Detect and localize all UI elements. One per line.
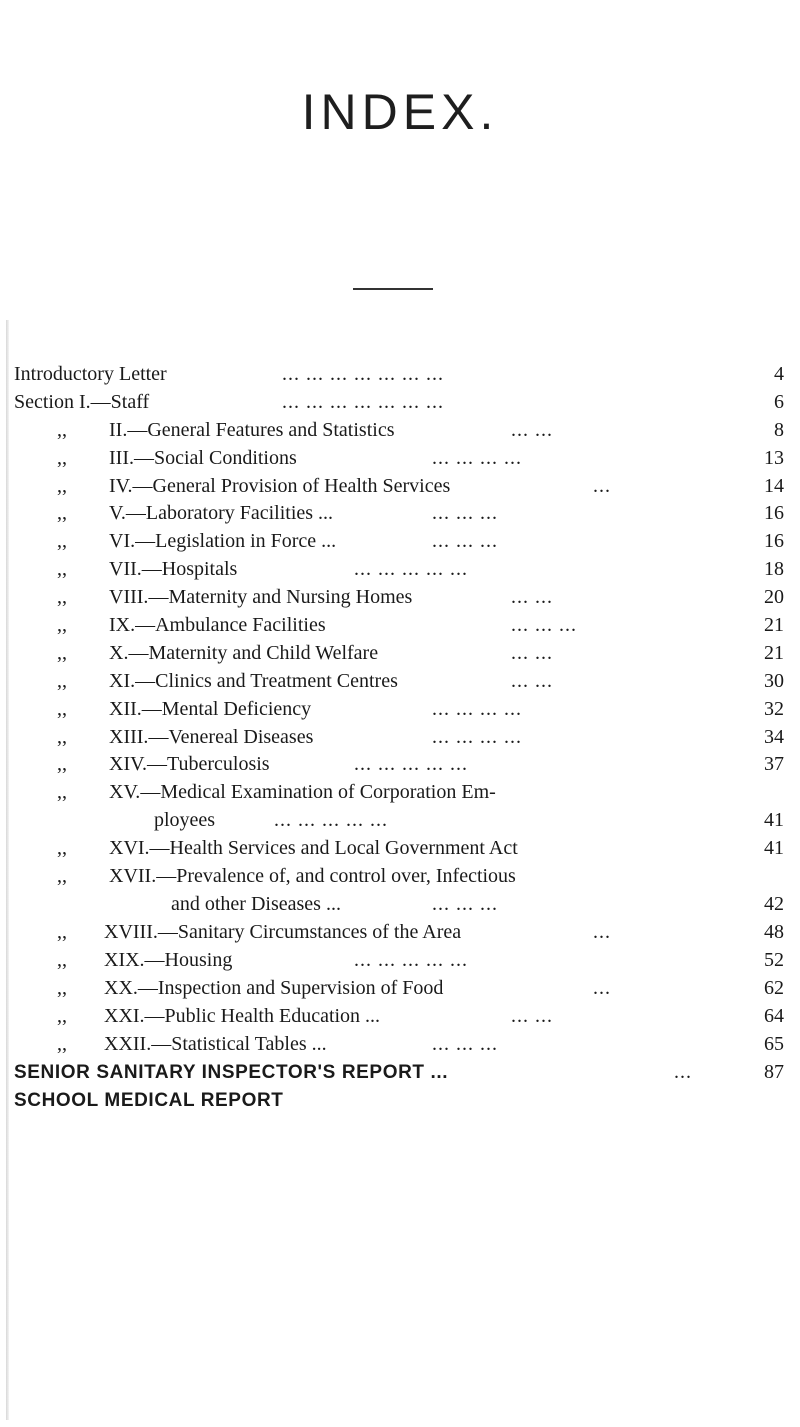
section-title: —Statistical Tables ... bbox=[151, 1032, 327, 1055]
entry-label: Section I.—Staff bbox=[14, 390, 150, 413]
ditto-mark: ,, bbox=[57, 558, 67, 581]
section-title: —Public Health Education ... bbox=[144, 1004, 381, 1027]
toc-entry-section-21[interactable] bbox=[14, 1003, 784, 1031]
section-numeral: XIX. bbox=[104, 949, 145, 972]
page-number: 42 bbox=[764, 893, 784, 916]
section-numeral: XIII. bbox=[109, 725, 149, 748]
section-numeral: VIII. bbox=[109, 586, 149, 609]
section-numeral: X. bbox=[109, 641, 129, 664]
page-title: INDEX. bbox=[301, 84, 499, 140]
section-numeral: VI. bbox=[109, 530, 136, 553]
toc-entry-school-medical-report[interactable] bbox=[14, 1087, 784, 1115]
entry-label: Introductory Letter bbox=[14, 363, 167, 385]
ditto-mark: ,, bbox=[57, 921, 67, 944]
page-number: 14 bbox=[764, 474, 784, 497]
section-numeral: XIV. bbox=[109, 753, 147, 776]
section-title: —Medical Examination of Corporation Em- bbox=[140, 781, 496, 804]
section-numeral: VII. bbox=[109, 558, 142, 581]
dot-leader: ... bbox=[674, 1060, 692, 1083]
toc-entry-section-4[interactable] bbox=[14, 473, 784, 501]
page-number: 65 bbox=[764, 1032, 784, 1055]
toc-entry-section-18[interactable] bbox=[14, 919, 784, 947]
dot-leader: ... ... ... ... ... ... ... bbox=[282, 363, 444, 385]
section-title: —General Features and Statistics bbox=[127, 418, 395, 441]
ditto-mark: ,, bbox=[57, 502, 67, 525]
ditto-mark: ,, bbox=[57, 753, 67, 776]
page-number: 37 bbox=[764, 753, 784, 776]
entry-label: SCHOOL MEDICAL REPORT bbox=[14, 1089, 284, 1111]
page-number: 4 bbox=[774, 363, 784, 385]
dot-leader: ... ... ... ... bbox=[432, 697, 522, 720]
ditto-mark: ,, bbox=[57, 474, 67, 497]
ditto-mark: ,, bbox=[57, 418, 67, 441]
page-number: 48 bbox=[764, 921, 784, 944]
dot-leader: ... ... bbox=[511, 669, 553, 692]
section-numeral: XXI. bbox=[104, 1004, 145, 1027]
section-numeral: XXII. bbox=[104, 1032, 152, 1055]
toc-entry-section-8[interactable] bbox=[14, 584, 784, 612]
section-numeral: XX. bbox=[104, 977, 138, 1000]
page-number: 8 bbox=[774, 418, 784, 441]
ditto-mark: ,, bbox=[57, 530, 67, 553]
page-number: 32 bbox=[764, 697, 784, 720]
section-numeral: XVIII. bbox=[104, 921, 158, 944]
dot-leader: ... bbox=[593, 921, 611, 944]
page-number: 34 bbox=[764, 725, 784, 748]
toc-entry-section-9[interactable] bbox=[14, 612, 784, 640]
page-number: 13 bbox=[764, 446, 784, 469]
toc-entry-section-6[interactable] bbox=[14, 528, 784, 556]
dot-leader: ... ... ... bbox=[511, 614, 577, 637]
dot-leader: ... ... bbox=[511, 1004, 553, 1027]
section-title-continuation: ployees bbox=[154, 809, 216, 832]
ditto-mark: ,, bbox=[57, 614, 67, 637]
toc-entry-section-20[interactable] bbox=[14, 975, 784, 1003]
section-numeral: XI. bbox=[109, 669, 136, 692]
toc-entry-section-22[interactable] bbox=[14, 1031, 784, 1059]
page-number: 20 bbox=[764, 586, 784, 609]
page-number: 52 bbox=[764, 949, 784, 972]
toc-entry-section-3[interactable] bbox=[14, 445, 784, 473]
toc-entry-section-13[interactable] bbox=[14, 724, 784, 752]
dot-leader: ... bbox=[593, 977, 611, 1000]
table-of-contents bbox=[14, 361, 784, 1114]
section-numeral: V. bbox=[109, 502, 126, 525]
toc-entry-section-19[interactable] bbox=[14, 947, 784, 975]
section-numeral: II. bbox=[109, 418, 128, 441]
toc-entry-section-14[interactable] bbox=[14, 751, 784, 779]
toc-entry-introductory-letter[interactable] bbox=[14, 361, 784, 389]
ditto-mark: ,, bbox=[57, 949, 67, 972]
dot-leader: ... ... ... bbox=[432, 502, 498, 525]
page-number: 21 bbox=[764, 614, 784, 637]
dot-leader: ... ... ... ... ... bbox=[354, 949, 468, 972]
ditto-mark: ,, bbox=[57, 1004, 67, 1027]
dot-leader: ... ... bbox=[511, 586, 553, 609]
ditto-mark: ,, bbox=[57, 669, 67, 692]
section-title: —Venereal Diseases bbox=[148, 725, 314, 748]
page-number: 16 bbox=[764, 502, 784, 525]
section-title-continuation: and other Diseases ... bbox=[171, 893, 341, 916]
dot-leader: ... ... ... ... ... ... ... bbox=[282, 390, 444, 413]
toc-entry-section-2[interactable] bbox=[14, 417, 784, 445]
section-title: —Legislation in Force ... bbox=[135, 530, 337, 553]
toc-entry-sanitary-inspector-report[interactable] bbox=[14, 1059, 784, 1087]
section-title: —Maternity and Child Welfare bbox=[128, 641, 379, 664]
dot-leader: ... ... ... ... ... bbox=[274, 809, 388, 832]
section-numeral: IX. bbox=[109, 614, 136, 637]
section-title: —Health Services and Local Government Act bbox=[149, 837, 518, 860]
title-divider bbox=[353, 288, 433, 290]
ditto-mark: ,, bbox=[57, 586, 67, 609]
dot-leader: ... ... ... ... ... bbox=[354, 753, 468, 776]
page-number: 62 bbox=[764, 977, 784, 1000]
toc-entry-section-11[interactable] bbox=[14, 668, 784, 696]
section-title: —Tuberculosis bbox=[146, 753, 270, 776]
section-title: —General Provision of Health Services bbox=[132, 474, 451, 497]
section-title: —Housing bbox=[144, 949, 233, 972]
section-numeral: XVII. bbox=[109, 865, 157, 888]
toc-entry-section-16[interactable] bbox=[14, 835, 784, 863]
dot-leader: ... ... bbox=[511, 418, 553, 441]
page-number: 41 bbox=[764, 837, 784, 860]
page-number: 64 bbox=[764, 1004, 784, 1027]
dot-leader: ... ... bbox=[511, 641, 553, 664]
page-number: 21 bbox=[764, 641, 784, 664]
dot-leader: ... ... ... bbox=[432, 1032, 498, 1055]
page-number: 16 bbox=[764, 530, 784, 553]
toc-entry-section-12[interactable] bbox=[14, 696, 784, 724]
ditto-mark: ,, bbox=[57, 446, 67, 469]
section-title: —Inspection and Supervision of Food bbox=[137, 977, 444, 1000]
dot-leader: ... ... ... ... ... bbox=[354, 558, 468, 581]
section-title: —Laboratory Facilities ... bbox=[125, 502, 334, 525]
ditto-mark: ,, bbox=[57, 837, 67, 860]
page-number: 87 bbox=[764, 1060, 784, 1083]
section-title: —Mental Deficiency bbox=[141, 697, 312, 720]
page-number: 41 bbox=[764, 809, 784, 832]
section-numeral: XII. bbox=[109, 697, 142, 720]
dot-leader: ... ... ... ... bbox=[432, 446, 522, 469]
toc-entry-section-7[interactable] bbox=[14, 556, 784, 584]
section-title: —Social Conditions bbox=[133, 446, 297, 469]
section-numeral: XV. bbox=[109, 781, 141, 804]
toc-entry-section-15[interactable] bbox=[14, 779, 784, 835]
dot-leader: ... ... ... bbox=[432, 530, 498, 553]
section-title: —Maternity and Nursing Homes bbox=[148, 586, 413, 609]
toc-entry-section-5[interactable] bbox=[14, 500, 784, 528]
page-number: 18 bbox=[764, 558, 784, 581]
section-title: —Hospitals bbox=[141, 558, 238, 581]
dot-leader: ... ... ... ... bbox=[432, 725, 522, 748]
ditto-mark: ,, bbox=[57, 977, 67, 1000]
dot-leader: ... ... ... bbox=[432, 893, 498, 916]
ditto-mark: ,, bbox=[57, 1032, 67, 1055]
entry-label: SENIOR SANITARY INSPECTOR'S REPORT ... bbox=[14, 1061, 449, 1083]
ditto-mark: ,, bbox=[57, 781, 67, 804]
toc-entry-section-17[interactable] bbox=[14, 863, 784, 919]
section-title: —Sanitary Circumstances of the Area bbox=[157, 921, 462, 944]
page-number: 30 bbox=[764, 669, 784, 692]
toc-entry-section-1[interactable] bbox=[14, 389, 784, 417]
section-numeral: III. bbox=[109, 446, 134, 469]
toc-entry-section-10[interactable] bbox=[14, 640, 784, 668]
section-title: —Clinics and Treatment Centres bbox=[135, 669, 398, 692]
page-binding-edge bbox=[6, 320, 9, 1420]
ditto-mark: ,, bbox=[57, 697, 67, 720]
section-title: —Prevalence of, and control over, Infectious bbox=[156, 865, 516, 888]
section-title: —Ambulance Facilities bbox=[135, 614, 326, 637]
section-numeral: IV. bbox=[109, 474, 133, 497]
ditto-mark: ,, bbox=[57, 641, 67, 664]
ditto-mark: ,, bbox=[57, 725, 67, 748]
page-number: 6 bbox=[774, 390, 784, 413]
ditto-mark: ,, bbox=[57, 865, 67, 888]
dot-leader: ... bbox=[593, 474, 611, 497]
section-numeral: XVI. bbox=[109, 837, 150, 860]
